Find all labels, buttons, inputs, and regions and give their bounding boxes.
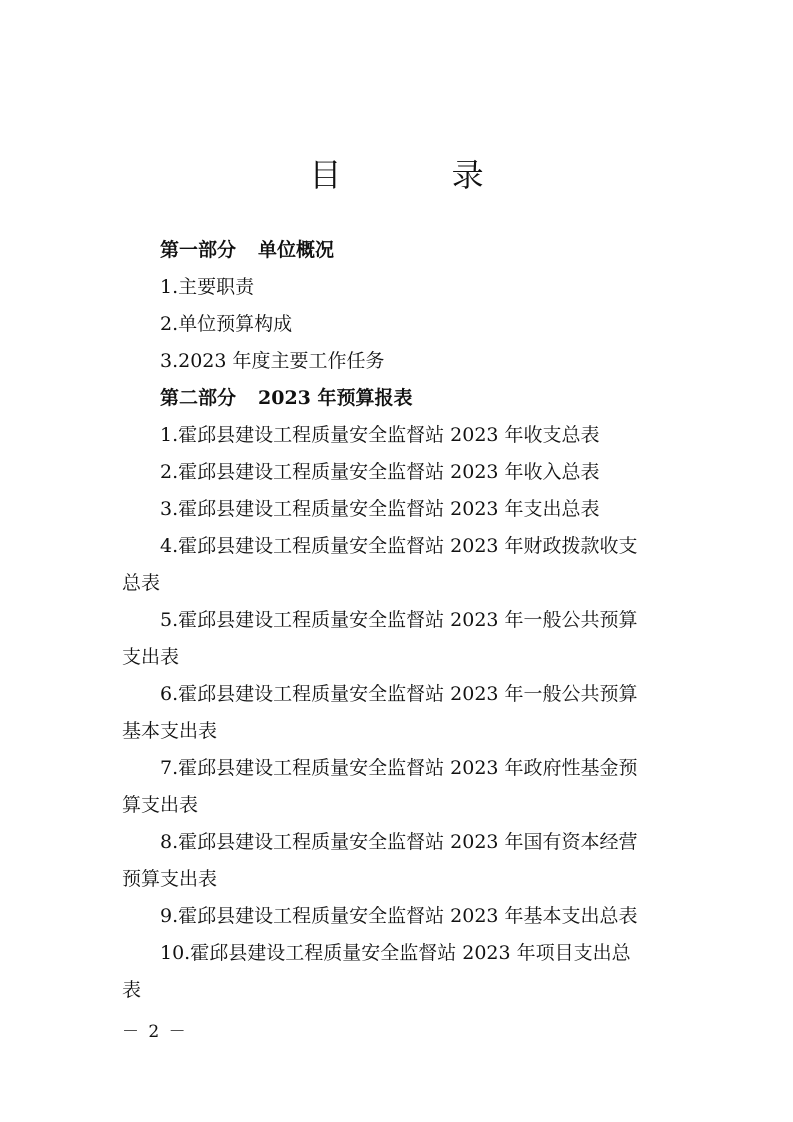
toc-item: 6.霍邱县建设工程质量安全监督站 2023 年一般公共预算: [160, 683, 638, 705]
toc-item: 9.霍邱县建设工程质量安全监督站 2023 年基本支出总表: [160, 905, 638, 927]
part1-heading: [122, 232, 677, 269]
toc-item: 8.霍邱县建设工程质量安全监督站 2023 年国有资本经营: [160, 831, 638, 853]
toc-item: 3.2023 年度主要工作任务: [160, 350, 385, 372]
part2-label: 第二部分: [160, 387, 237, 409]
toc-item-continuation: 总表: [122, 572, 161, 594]
toc-item: 1.霍邱县建设工程质量安全监督站 2023 年收支总表: [160, 424, 600, 446]
toc-item: 2.霍邱县建设工程质量安全监督站 2023 年收入总表: [160, 461, 600, 483]
toc-item: 1.主要职责: [160, 276, 255, 298]
toc-item-continuation: 支出表: [122, 646, 180, 668]
toc-item: 4.霍邱县建设工程质量安全监督站 2023 年财政拨款收支: [160, 535, 638, 557]
toc-item-continuation: 基本支出表: [122, 720, 218, 742]
toc-item: 3.霍邱县建设工程质量安全监督站 2023 年支出总表: [160, 498, 600, 520]
toc-item: 10.霍邱县建设工程质量安全监督站 2023 年项目支出总: [160, 942, 631, 964]
toc-item: 5.霍邱县建设工程质量安全监督站 2023 年一般公共预算: [160, 609, 638, 631]
part2-title: 2023 年预算报表: [258, 387, 413, 409]
toc-item-continuation: 算支出表: [122, 794, 199, 816]
part1-title: 单位概况: [258, 239, 335, 261]
toc-item: 2.单位预算构成: [160, 313, 293, 335]
table-of-contents: [122, 232, 677, 1009]
part2-heading: [122, 380, 677, 417]
toc-item-continuation: 预算支出表: [122, 868, 218, 890]
page-number: － 2 －: [122, 1022, 188, 1042]
page-title: 目 录: [309, 156, 534, 194]
part1-label: 第一部分: [160, 239, 237, 261]
toc-item-continuation: 表: [122, 979, 142, 1001]
toc-item: 7.霍邱县建设工程质量安全监督站 2023 年政府性基金预: [160, 757, 638, 779]
